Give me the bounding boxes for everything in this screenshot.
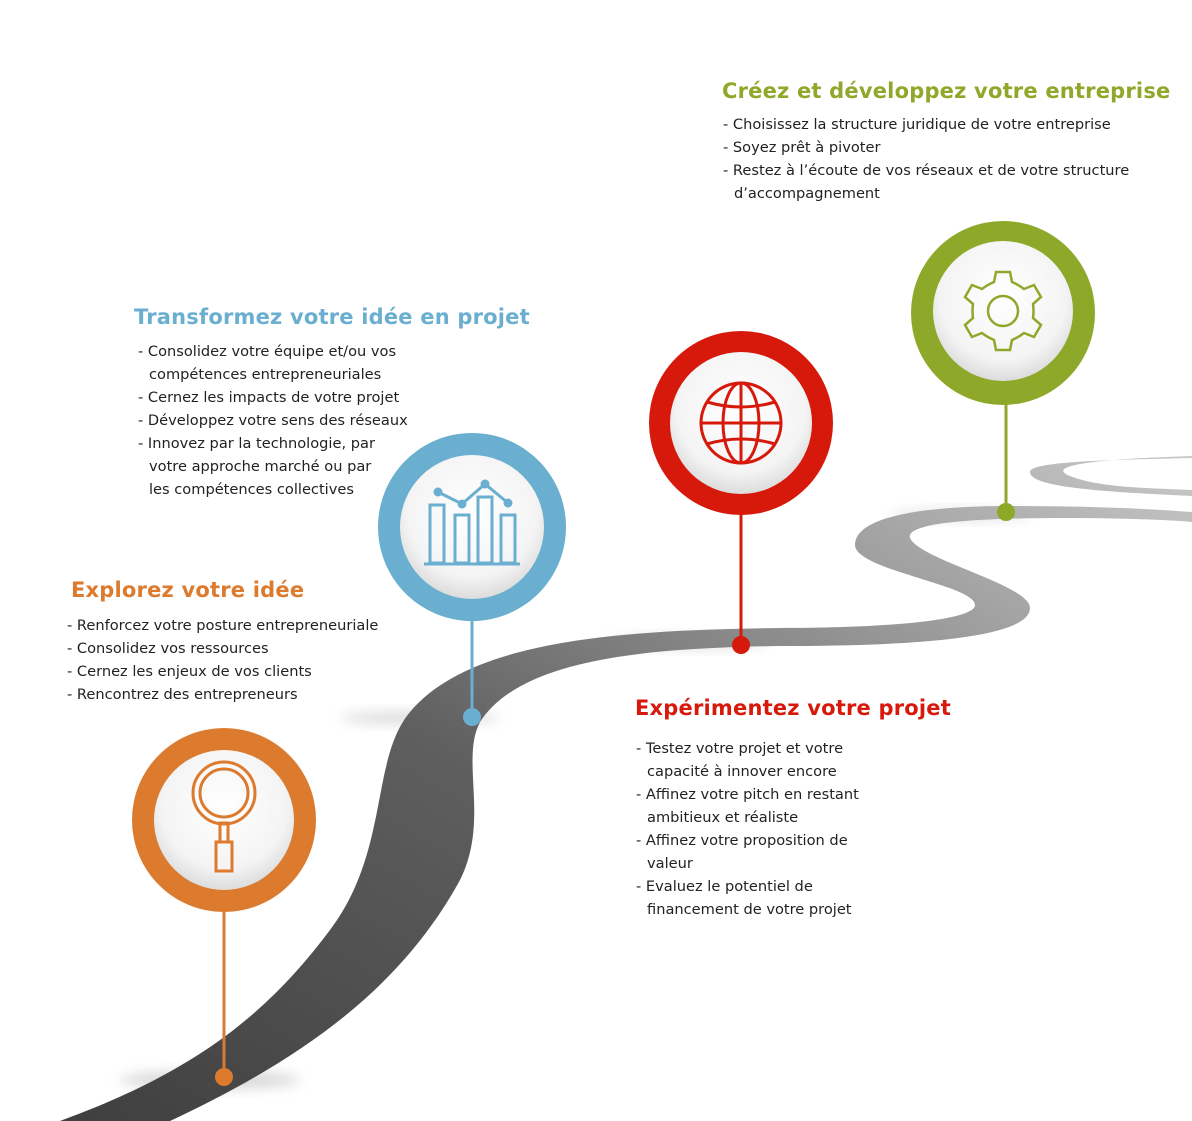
list-item: - Restez à l’écoute de vos réseaux et de votre structure bbox=[723, 162, 1130, 179]
winding-road bbox=[60, 456, 1192, 1121]
list-item: - Soyez prêt à pivoter bbox=[723, 139, 881, 156]
list-item: - Affinez votre pitch en restant bbox=[636, 786, 859, 803]
list-item: - Développez votre sens des réseaux bbox=[138, 412, 408, 429]
stage-list-create bbox=[723, 113, 1129, 205]
list-item-continuation: les compétences collectives bbox=[149, 481, 354, 498]
list-item: - Cernez les impacts de votre projet bbox=[138, 389, 400, 406]
stage-list-explore bbox=[67, 614, 378, 706]
list-item-continuation: compétences entrepreneuriales bbox=[149, 366, 382, 383]
stage-title-create: Créez et développez votre entreprise bbox=[722, 79, 1171, 103]
list-item: - Innovez par la technologie, par bbox=[138, 435, 375, 452]
list-item: - Consolidez vos ressources bbox=[67, 640, 269, 657]
list-item-continuation: valeur bbox=[647, 855, 693, 872]
list-item: - Testez votre projet et votre bbox=[636, 740, 844, 757]
stage-title-transform: Transformez votre idée en projet bbox=[134, 305, 530, 329]
stage-list-transform bbox=[138, 340, 408, 501]
list-item: - Renforcez votre posture entrepreneuriale bbox=[67, 617, 379, 634]
list-item: - Choisissez la structure juridique de votre entreprise bbox=[723, 116, 1111, 133]
list-item-continuation: financement de votre projet bbox=[647, 901, 852, 918]
list-item-continuation: votre approche marché ou par bbox=[149, 458, 372, 475]
stage-title-explore: Explorez votre idée bbox=[71, 578, 305, 602]
list-item: - Affinez votre proposition de bbox=[636, 832, 848, 849]
list-item: - Rencontrez des entrepreneurs bbox=[67, 686, 298, 703]
list-item-continuation: ambitieux et réaliste bbox=[647, 809, 799, 826]
list-item: - Consolidez votre équipe et/ou vos bbox=[138, 343, 397, 360]
list-item-continuation: capacité à innover encore bbox=[647, 763, 837, 780]
list-item: - Evaluez le potentiel de bbox=[636, 878, 813, 895]
list-item: - Cernez les enjeux de vos clients bbox=[67, 663, 312, 680]
stage-list-experiment bbox=[636, 737, 859, 921]
list-item-continuation: d’accompagnement bbox=[734, 185, 880, 202]
stage-title-experiment: Expérimentez votre projet bbox=[635, 696, 951, 720]
